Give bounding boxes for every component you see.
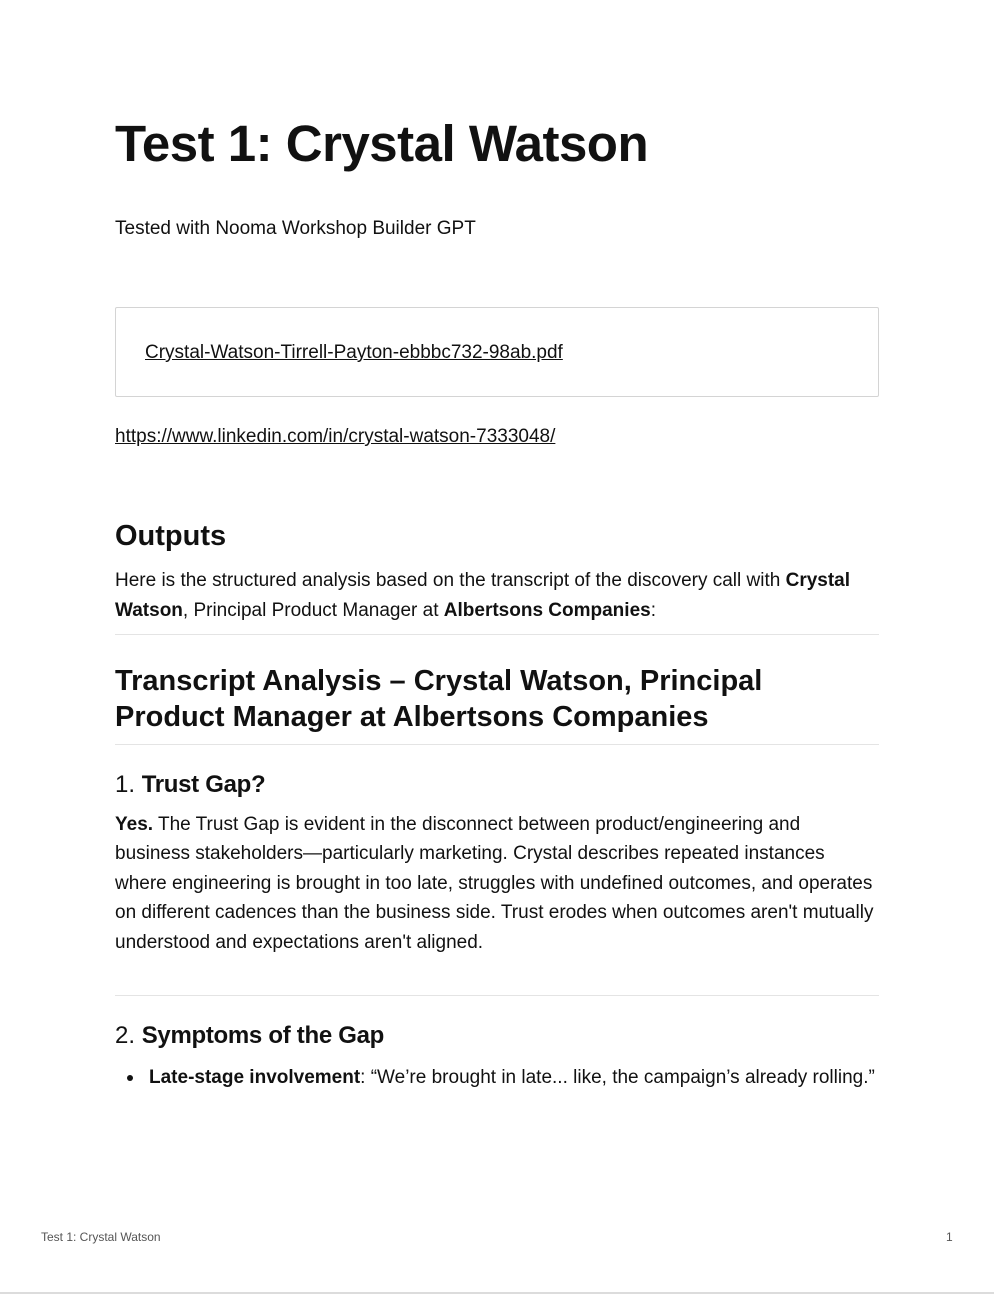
attachment-card[interactable] bbox=[115, 307, 879, 397]
intro-person-name: Crystal Watson bbox=[115, 570, 851, 621]
section-title: Trust Gap? bbox=[141, 771, 266, 798]
intro-text: : bbox=[650, 599, 656, 621]
divider bbox=[115, 744, 879, 745]
trust-gap-paragraph bbox=[115, 810, 879, 957]
outputs-intro-paragraph bbox=[115, 566, 879, 625]
section-heading-symptoms bbox=[115, 1020, 384, 1052]
section-heading-trust-gap bbox=[115, 769, 265, 801]
linkedin-profile-link[interactable]: https://www.linkedin.com/in/crystal-watson-7333048/ bbox=[115, 426, 556, 447]
trust-gap-body: The Trust Gap is evident in the disconnect between product/engineering and business stakeholders—particularly marketing. Crystal describes repeated instances where engineering is brought in too late, struggles with undefined outcomes, and operates on different cadences than the business side. Trust erodes when outcomes aren't mutually understood and expectations aren't aligned. bbox=[115, 814, 874, 953]
section-number: 1. bbox=[115, 771, 136, 798]
outputs-heading: Outputs bbox=[115, 520, 227, 552]
list-item-text: : “We’re brought in late... like, the campaign’s already rolling.” bbox=[360, 1067, 875, 1088]
page-title: Test 1: Crystal Watson bbox=[115, 115, 649, 172]
analysis-heading: Transcript Analysis – Crystal Watson, Principal Product Manager at Albertsons Companies bbox=[115, 665, 763, 733]
page-bottom-border bbox=[0, 1292, 994, 1294]
list-item bbox=[115, 1063, 879, 1093]
section-number: 2. bbox=[115, 1022, 136, 1049]
intro-company-name: Albertsons Companies bbox=[443, 599, 651, 621]
list-item-label: Late-stage involvement bbox=[149, 1067, 361, 1088]
symptoms-list bbox=[115, 1063, 879, 1093]
attachment-file-link[interactable]: Crystal-Watson-Tirrell-Payton-ebbbc732-98ab.pdf bbox=[145, 342, 563, 363]
divider bbox=[115, 995, 879, 996]
intro-text: , Principal Product Manager at bbox=[182, 599, 444, 621]
section-title: Symptoms of the Gap bbox=[141, 1022, 385, 1049]
intro-text: Here is the structured analysis based on the transcript of the discovery call with bbox=[115, 570, 786, 591]
footer-title: Test 1: Crystal Watson bbox=[41, 1230, 161, 1244]
divider bbox=[115, 634, 879, 635]
page-subtitle: Tested with Nooma Workshop Builder GPT bbox=[115, 218, 476, 239]
footer-page-number: 1 bbox=[946, 1230, 953, 1244]
trust-gap-answer: Yes. bbox=[115, 814, 154, 835]
bullet-icon bbox=[127, 1075, 133, 1081]
